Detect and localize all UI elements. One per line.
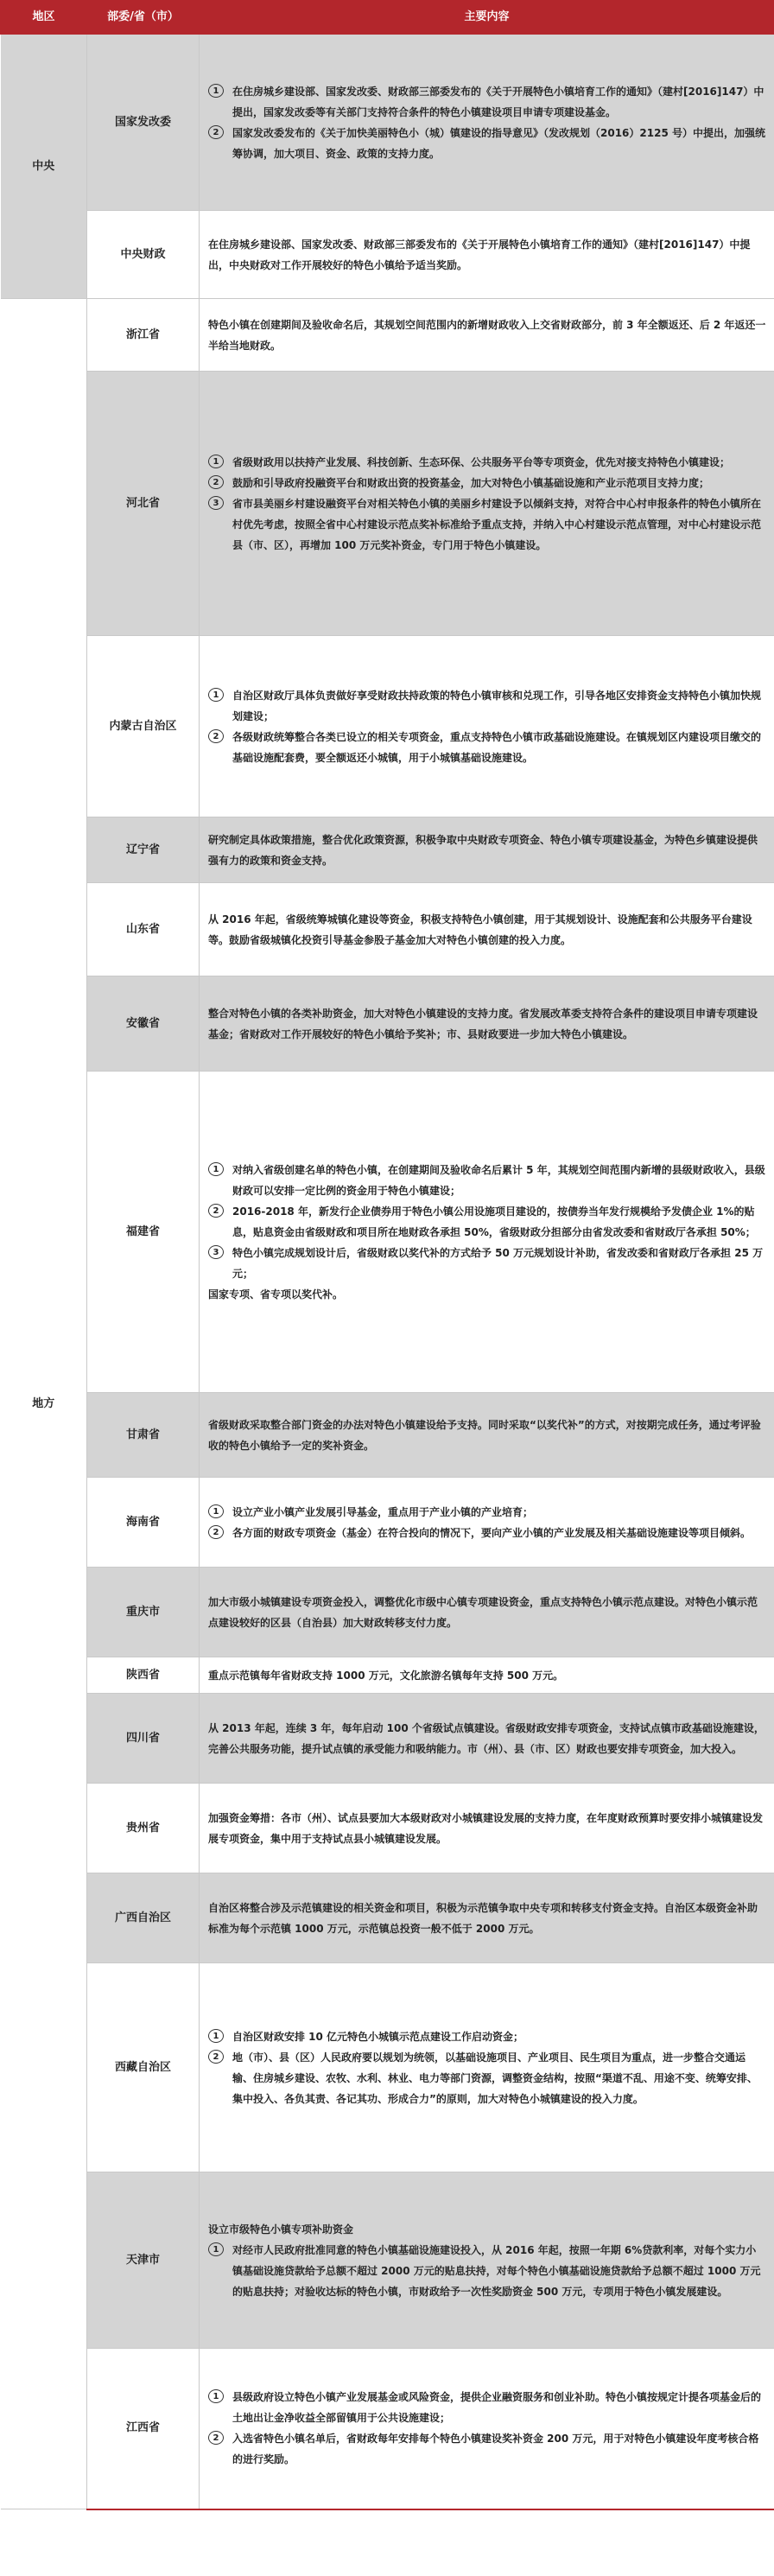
list-item: 2 2016-2018 年，新发行企业债券用于特色小镇公用设施项目建设的，按债券当年发行规模给予发债企业 1%的贴息，贴息资金由省级财政和项目所在地财政各承担 50%，省级财政分担部分由省发改委和省财政厅各承担 50%；: [208, 1201, 766, 1243]
content-cell: [200, 2349, 774, 2509]
dept-cell: 贵州省: [87, 1784, 200, 1873]
dept-cell: 海南省: [87, 1478, 200, 1568]
header-content: 主要内容: [200, 1, 774, 35]
table-row: [1, 211, 774, 299]
number-1-icon: 1: [208, 1504, 224, 1518]
region-central: 中央: [1, 35, 87, 299]
dept-cell: 江西省: [87, 2349, 200, 2509]
number-2-icon: 2: [208, 729, 224, 743]
table-row: [1, 2172, 774, 2349]
number-1-icon: 1: [208, 2389, 224, 2403]
region-local: 地方: [1, 299, 87, 2509]
table-row: [1, 883, 774, 976]
list-item: 3 特色小镇完成规划设计后，省级财政以奖代补的方式给予 50 万元规划设计补助，省发改委和省财政厅各承担 25 万元；: [208, 1243, 766, 1284]
dept-cell: 浙江省: [87, 299, 200, 372]
lead-text: 设立市级特色小镇专项补助资金: [208, 2223, 354, 2236]
table-row: [1, 1478, 774, 1568]
content-cell: [200, 2172, 774, 2349]
table-row: [1, 636, 774, 817]
list-item: 2 各级财政统筹整合各类已设立的相关专项资金，重点支持特色小镇市政基础设施建设。在镇规划区内建设项目缴交的基础设施配套费，要全额返还小城镇，用于小城镇基础设施建设。: [208, 727, 766, 768]
list-item: 1 县级政府设立特色小镇产业发展基金或风险资金，提供企业融资服务和创业补助。特色小镇按规定计提各项基金后的土地出让金净收益全部留镇用于公共设施建设；: [208, 2387, 766, 2428]
dept-cell: 重庆市: [87, 1568, 200, 1657]
dept-cell: 山东省: [87, 883, 200, 976]
table-row: [1, 372, 774, 636]
number-1-icon: 1: [208, 2242, 224, 2256]
note-text: 国家专项、省专项以奖代补。: [208, 1288, 344, 1301]
content-cell: 自治区将整合涉及示范镇建设的相关资金和项目，积极为示范镇争取中央专项和转移支付资金支持。自治区本级资金补助标准为每个示范镇 1000 万元，示范镇总投资一般不低于 2000 万元。: [200, 1873, 774, 1963]
number-2-icon: 2: [208, 125, 224, 139]
table-row: [1, 299, 774, 372]
dept-cell: 中央财政: [87, 211, 200, 299]
header-region: 地区: [1, 1, 87, 35]
list-item: 2 各方面的财政专项资金（基金）在符合投向的情况下，要向产业小镇的产业发展及相关基础设施建设等项目倾斜。: [208, 1523, 766, 1543]
number-1-icon: 1: [208, 2029, 224, 2043]
content-cell: 在住房城乡建设部、国家发改委、财政部三部委发布的《关于开展特色小镇培育工作的通知》（建村[2016]147）中提出，中央财政对工作开展较好的特色小镇给予适当奖励。: [200, 211, 774, 299]
table-row: [1, 35, 774, 211]
number-1-icon: 1: [208, 84, 224, 98]
content-cell: 研究制定具体政策措施，整合优化政策资源，积极争取中央财政专项资金、特色小镇专项建设基金，为特色乡镇建设提供强有力的政策和资金支持。: [200, 817, 774, 883]
list-item: 1 在住房城乡建设部、国家发改委、财政部三部委发布的《关于开展特色小镇培育工作的通知》（建村[2016]147）中提出，国家发改委等有关部门支持符合条件的特色小镇建设项目申请专项建设基金。: [208, 81, 766, 123]
table-row: [1, 1072, 774, 1393]
header-dept: 部委/省（市）: [87, 1, 200, 35]
content-cell: [200, 35, 774, 211]
number-2-icon: 2: [208, 1204, 224, 1218]
number-2-icon: 2: [208, 475, 224, 489]
dept-cell: 国家发改委: [87, 35, 200, 211]
content-cell: 省级财政采取整合部门资金的办法对特色小镇建设给予支持。同时采取“以奖代补”的方式，对按期完成任务，通过考评验收的特色小镇给予一定的奖补资金。: [200, 1393, 774, 1478]
list-item: 1 自治区财政安排 10 亿元特色小城镇示范点建设工作启动资金；: [208, 2026, 766, 2047]
content-cell: 特色小镇在创建期间及验收命名后，其规划空间范围内的新增财政收入上交省财政部分，前 3 年全额返还、后 2 年返还一半给当地财政。: [200, 299, 774, 372]
dept-cell: 西藏自治区: [87, 1963, 200, 2172]
table-row: [1, 1694, 774, 1784]
table-row: [1, 1963, 774, 2172]
table-row: [1, 1657, 774, 1694]
number-2-icon: 2: [208, 1525, 224, 1539]
table-row: [1, 1568, 774, 1657]
content-cell: 重点示范镇每年省财政支持 1000 万元，文化旅游名镇每年支持 500 万元。: [200, 1657, 774, 1694]
content-cell: [200, 1963, 774, 2172]
dept-cell: 安徽省: [87, 976, 200, 1072]
number-1-icon: 1: [208, 688, 224, 702]
list-item: 2 入选省特色小镇名单后，省财政每年安排每个特色小镇建设奖补资金 200 万元，用于对特色小镇建设年度考核合格的进行奖励。: [208, 2428, 766, 2470]
dept-cell: 广西自治区: [87, 1873, 200, 1963]
dept-cell: 甘肃省: [87, 1393, 200, 1478]
table-row: [1, 1393, 774, 1478]
dept-cell: 天津市: [87, 2172, 200, 2349]
list-item: 2 鼓励和引导政府投融资平台和财政出资的投资基金，加大对特色小镇基础设施和产业示范项目支持力度；: [208, 473, 766, 493]
number-2-icon: 2: [208, 2431, 224, 2445]
content-cell: 加强资金筹措：各市（州）、试点县要加大本级财政对小城镇建设发展的支持力度，在年度财政预算时要安排小城镇建设发展专项资金，集中用于支持试点县小城镇建设发展。: [200, 1784, 774, 1873]
table-row: [1, 817, 774, 883]
content-cell: [200, 1072, 774, 1393]
dept-cell: 陕西省: [87, 1657, 200, 1694]
table-row: [1, 1873, 774, 1963]
content-cell: 从 2013 年起，连续 3 年，每年启动 100 个省级试点镇建设。省级财政安排专项资金，支持试点镇市政基础设施建设，完善公共服务功能，提升试点镇的承受能力和吸纳能力。市（州）、县（市、区）财政也要安排专项资金，加大投入。: [200, 1694, 774, 1784]
content-cell: 加大市级小城镇建设专项资金投入，调整优化市级中心镇专项建设资金，重点支持特色小镇示范点建设。对特色小镇示范点建设较好的区县（自治县）加大财政转移支付力度。: [200, 1568, 774, 1657]
content-cell: [200, 372, 774, 636]
list-item: 3 省市县美丽乡村建设融资平台对相关特色小镇的美丽乡村建设予以倾斜支持，对符合中心村申报条件的特色小镇所在村优先考虑，按照全省中心村建设示范点奖补标准给予重点支持，并纳入中心村建设示范点管理，对中心村建设示范县（市、区），再增加 100 万元奖补资金，专门用于特色小镇建设。: [208, 493, 766, 556]
list-item: 1 省级财政用以扶持产业发展、科技创新、生态环保、公共服务平台等专项资金，优先对接支持特色小镇建设；: [208, 452, 766, 473]
list-item: 2 地（市）、县（区）人民政府要以规划为统领，以基础设施项目、产业项目、民生项目为重点，进一步整合交通运输、住房城乡建设、农牧、水利、林业、电力等部门资源，调整资金结构，按照“渠道不乱、用途不变、统筹安排、集中投入、各负其责、各记其功、形成合力”的原则，加大对特色小城镇建设的投入力度。: [208, 2047, 766, 2109]
dept-cell: 内蒙古自治区: [87, 636, 200, 817]
number-3-icon: 3: [208, 496, 224, 510]
content-cell: 整合对特色小镇的各类补助资金，加大对特色小镇建设的支持力度。省发展改革委支持符合条件的建设项目申请专项建设基金；省财政对工作开展较好的特色小镇给予奖补；市、县财政要进一步加大特色小镇建设。: [200, 976, 774, 1072]
table-row: [1, 2349, 774, 2509]
content-cell: [200, 1478, 774, 1568]
table-row: [1, 976, 774, 1072]
list-item: 1 对纳入省级创建名单的特色小镇，在创建期间及验收命名后累计 5 年，其规划空间范围内新增的县级财政收入，县级财政可以安排一定比例的资金用于特色小镇建设；: [208, 1160, 766, 1201]
table-header-row: [1, 1, 774, 35]
list-item: 2 国家发改委发布的《关于加快美丽特色小（城）镇建设的指导意见》（发改规划（2016）2125 号）中提出，加强统筹协调，加大项目、资金、政策的支持力度。: [208, 123, 766, 164]
list-item: 1 对经市人民政府批准同意的特色小镇基础设施建设投入，从 2016 年起，按照一年期 6%贷款利率，对每个实力小镇基础设施贷款给予总额不超过 2000 万元的贴息扶持，对每个特色小镇基础设施贷款给予总额不超过 1000 万元的贴息扶持；对验收达标的特色小镇，市财政给予一次性奖励资金 500 万元，专项用于特色小镇发展建设。: [208, 2240, 766, 2302]
number-2-icon: 2: [208, 2050, 224, 2064]
number-1-icon: 1: [208, 455, 224, 468]
dept-cell: 河北省: [87, 372, 200, 636]
dept-cell: 辽宁省: [87, 817, 200, 883]
dept-cell: 四川省: [87, 1694, 200, 1784]
number-1-icon: 1: [208, 1162, 224, 1176]
list-item: 1 设立产业小镇产业发展引导基金，重点用于产业小镇的产业培育；: [208, 1502, 766, 1523]
table-row: [1, 1784, 774, 1873]
content-cell: 从 2016 年起，省级统筹城镇化建设等资金，积极支持特色小镇创建，用于其规划设计、设施配套和公共服务平台建设等。鼓励省级城镇化投资引导基金参股子基金加大对特色小镇创建的投入力度。: [200, 883, 774, 976]
number-3-icon: 3: [208, 1245, 224, 1259]
list-item: 1 自治区财政厅具体负责做好享受财政扶持政策的特色小镇审核和兑现工作，引导各地区安排资金支持特色小镇加快规划建设；: [208, 685, 766, 727]
content-cell: [200, 636, 774, 817]
dept-cell: 福建省: [87, 1072, 200, 1393]
